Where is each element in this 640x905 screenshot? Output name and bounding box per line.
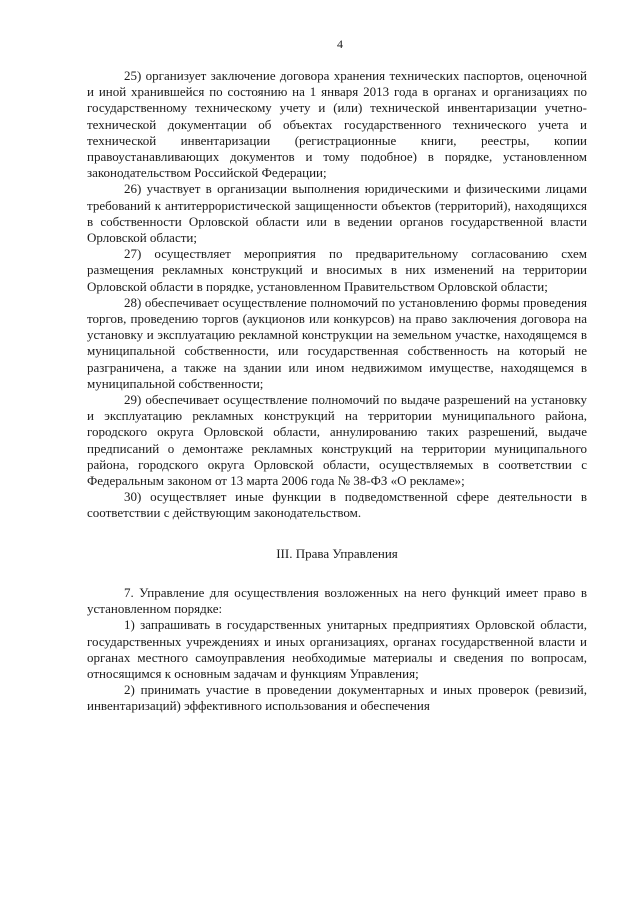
paragraph-item-29: 29) обеспечивает осуществление полномочий по выдаче разрешений на установку и эксплуатацию рекламных конструкций на территории муниципального района, городского округа Орловской области, аннулированию таких разрешений, выдаче предписаний о демонтаже рекламных конструкций на территории муниципального района, городского округа Орловской области, осуществляемых в соответствии с Федеральным законом от 13 марта 2006 года № 38-ФЗ «О рекламе»; (87, 392, 587, 489)
paragraph-item-27: 27) осуществляет мероприятия по предварительному согласованию схем размещения рекламных конструкций и вносимых в них изменений на территории Орловской области в порядке, установленном Правительством Орловской области; (87, 246, 587, 294)
section-heading: III. Права Управления (276, 545, 398, 561)
paragraph-clause-7: 7. Управление для осуществления возложенных на него функций имеет право в установленном порядке: (87, 584, 587, 617)
paragraph-item-30: 30) осуществляет иные функции в подведомственной сфере деятельности в соответствии с действующим законодательством. (87, 489, 587, 521)
paragraph-item-28: 28) обеспечивает осуществление полномочий по установлению формы проведения торгов, проведению торгов (аукционов или конкурсов) на право заключения договора на установку и эксплуатацию рекламной конструкции на земельном участке, находящемся в муниципальной собственности, или государственная собственность на который не разграничена, а также на здании или ином недвижимом имуществе, находящемся в муниципальной собственности; (87, 294, 587, 391)
document-body (87, 68, 587, 715)
paragraph-item-26: 26) участвует в организации выполнения юридическими и физическими лицами требований к антитеррористической защищенности объектов (территорий), находящихся в собственности Орловской области или в ведении органов государственной власти Орловской области; (87, 181, 587, 246)
page-number: 4 (337, 37, 343, 51)
paragraph-item-25: 25) организует заключение договора хранения технических паспортов, оценочной и иной хранившейся по состоянию на 1 января 2013 года в органах и организациях по государственному техническому учету и (или) технической инвентаризации учетно-технической документации об объектах государственного технического учета и технической инвентаризации (регистрационные книги, реестры, копии правоустанавливающих документов и тому подобное) в порядке, установленном законодательством Российской Федерации; (87, 68, 587, 181)
paragraph-right-1: 1) запрашивать в государственных унитарных предприятиях Орловской области, государственных учреждениях и иных организациях, органах государственной власти и органах местного самоуправления необходимые материалы и сведения по вопросам, относящимся к основным задачам и функциям Управления; (87, 617, 587, 681)
paragraph-right-2: 2) принимать участие в проведении документарных и иных проверок (ревизий, инвентаризаций) эффективного использования и обеспечения (87, 682, 587, 714)
